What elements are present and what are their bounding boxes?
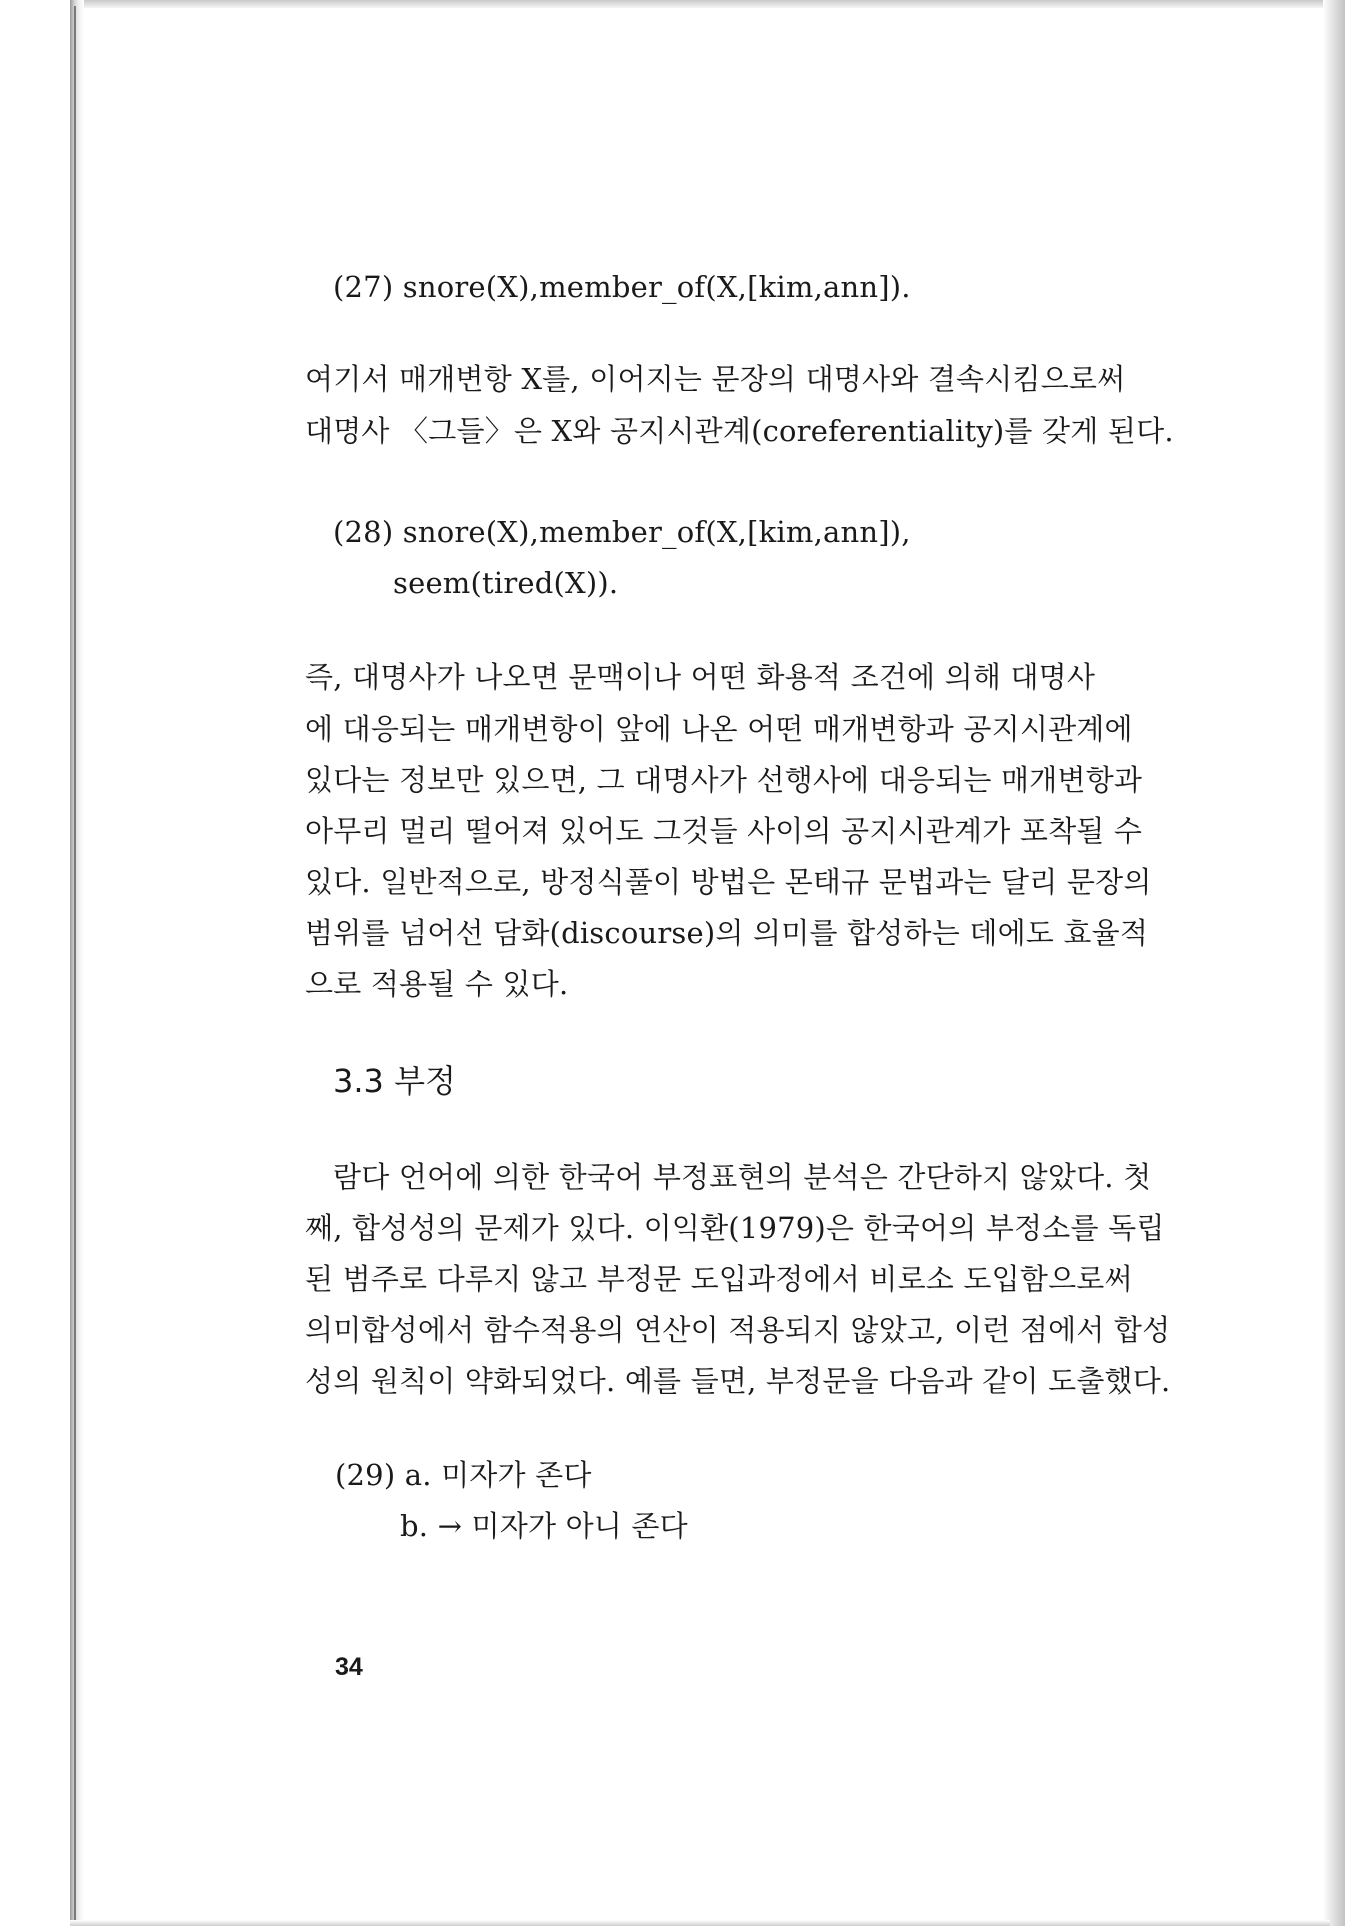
paragraph-3-line-1: 람다 언어에 의한 한국어 부정표현의 분석은 간단하지 않았다. 첫 [333, 1160, 1152, 1194]
paragraph-2-line-4: 아무리 멀리 떨어져 있어도 그것들 사이의 공지시관계가 포착될 수 [305, 814, 1143, 848]
example-27: (27) snore(X),member_of(X,[kim,ann]). [333, 270, 911, 304]
example-29-line-b: b. → 미자가 아니 존다 [400, 1509, 688, 1543]
paragraph-2-line-7: 으로 적용될 수 있다. [305, 967, 569, 1001]
paragraph-3-line-3: 된 범주로 다루지 않고 부정문 도입과정에서 비로소 도입함으로써 [305, 1262, 1133, 1296]
paragraph-2-line-2: 에 대응되는 매개변항이 앞에 나온 어떤 매개변항과 공지시관계에 [305, 712, 1133, 746]
paragraph-2-line-5: 있다. 일반적으로, 방정식풀이 방법은 몬태규 문법과는 달리 문장의 [305, 865, 1152, 899]
page-right-edge [1323, 0, 1345, 1926]
paragraph-2-line-1: 즉, 대명사가 나오면 문맥이나 어떤 화용적 조건에 의해 대명사 [305, 660, 1096, 694]
page-left-edge [70, 0, 84, 1926]
paragraph-3-line-2: 째, 합성성의 문제가 있다. 이익환(1979)은 한국어의 부정소를 독립 [305, 1211, 1165, 1245]
section-heading: 3.3 부정 [333, 1062, 456, 1100]
paragraph-1-line-1: 여기서 매개변항 X를, 이어지는 문장의 대명사와 결속시킴으로써 [305, 362, 1126, 396]
example-28-line-2: seem(tired(X)). [393, 566, 619, 600]
example-29-line-a: (29) a. 미자가 존다 [335, 1458, 592, 1492]
page-number: 34 [335, 1653, 363, 1681]
paragraph-2-line-3: 있다는 정보만 있으면, 그 대명사가 선행사에 대응되는 매개변항과 [305, 763, 1143, 797]
paragraph-1-line-2: 대명사 〈그들〉은 X와 공지시관계(coreferentiality)를 갖게 된다. [305, 414, 1174, 448]
page-bottom-edge [70, 1920, 1330, 1926]
page-binding-line [74, 6, 76, 1920]
paragraph-2-line-6: 범위를 넘어선 담화(discourse)의 의미를 합성하는 데에도 효율적 [305, 916, 1149, 950]
paragraph-3-line-5: 성의 원칙이 약화되었다. 예를 들면, 부정문을 다음과 같이 도출했다. [305, 1364, 1171, 1398]
paragraph-3-line-4: 의미합성에서 함수적용의 연산이 적용되지 않았고, 이런 점에서 합성 [305, 1313, 1171, 1347]
example-28-line-1: (28) snore(X),member_of(X,[kim,ann]), [333, 515, 911, 549]
page-top-edge [70, 0, 1325, 8]
